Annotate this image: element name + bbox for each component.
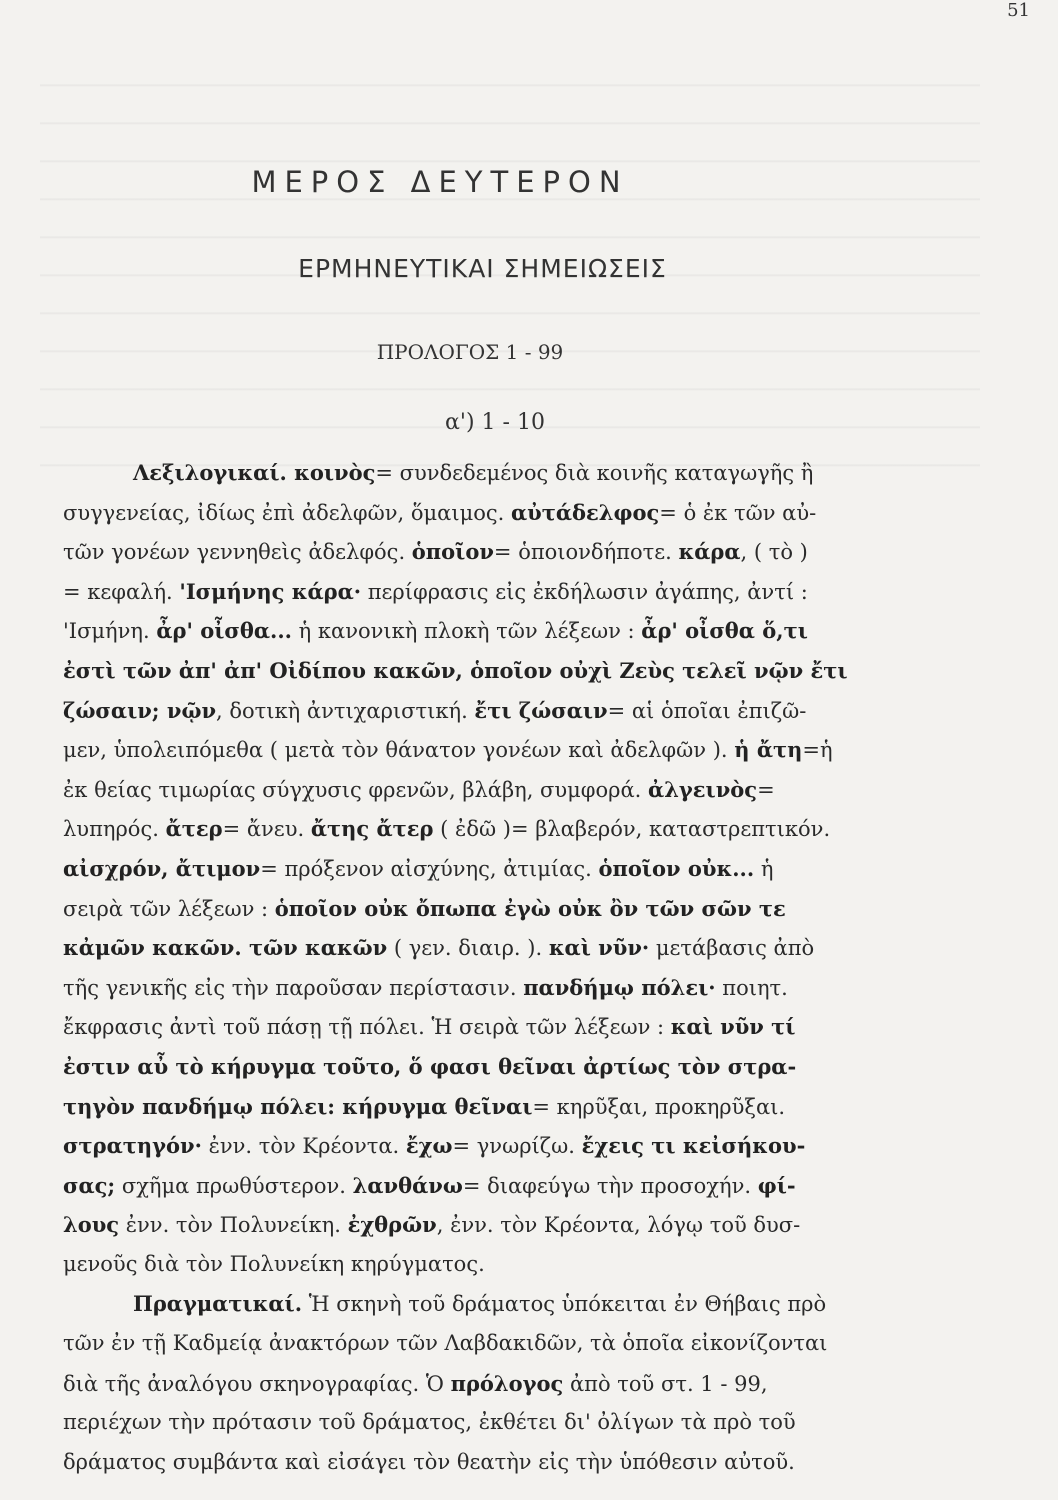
gloss-text: ἡ — [754, 856, 774, 881]
text-line — [63, 651, 943, 691]
headword: καὶ νῦν· — [548, 935, 650, 961]
headword: Λεξιλογικαί. κοινὸς — [133, 460, 376, 485]
gloss-text: μενοῦς διὰ τὸν Πολυνείκη κηρύγματος. — [63, 1251, 485, 1276]
gloss-text: ἡ κανονικὴ πλοκὴ τῶν λέξεων : — [291, 619, 642, 644]
text-line — [63, 770, 943, 810]
gloss-text: λυπηρός. — [63, 817, 166, 842]
text-line — [63, 1364, 943, 1404]
gloss-text: τῶν γονέων γεννηθεὶς ἀδελφός. — [63, 540, 412, 565]
text-line — [63, 889, 943, 929]
headword: ἔχω — [405, 1133, 453, 1159]
headword: καὶ νῦν τί — [670, 1014, 796, 1040]
gloss-text: = ἄνευ. — [222, 817, 311, 842]
headword: στρατηγόν· — [63, 1133, 202, 1159]
gloss-text: ἀπὸ τοῦ στ. 1 - 99, — [563, 1371, 768, 1396]
gloss-text: =ἡ — [802, 738, 833, 763]
headword: ὁποῖον — [411, 539, 494, 565]
text-line — [63, 928, 943, 968]
gloss-text: περίφρασις εἰς ἐκδήλωσιν ἀγάπης, ἀντί : — [361, 579, 808, 604]
commentary-body — [63, 453, 943, 1482]
text-line — [63, 1403, 943, 1443]
headword: λανθάνω — [352, 1172, 463, 1198]
gloss-text: = κεφαλή. — [63, 579, 180, 604]
text-line — [63, 1126, 943, 1166]
text-line — [63, 611, 943, 651]
text-line — [63, 1166, 943, 1206]
headword: ἐστὶ τῶν ἀπ' ἀπ' Οἰδίπου κακῶν, ὁποῖον οὐχὶ Ζεὺς τελεῖ νῷν ἔτι — [63, 657, 848, 683]
text-line — [63, 1443, 943, 1483]
gloss-text: ( γεν. διαιρ. ). — [387, 936, 549, 961]
headword: ἔτι ζώσαιν — [474, 697, 608, 723]
gloss-text: ( ἐδῶ )= βλαβερόν, καταστρεπτικόν. — [433, 817, 831, 842]
headword: ἐχθρῶν — [347, 1212, 437, 1238]
gloss-text: = — [757, 777, 775, 802]
gloss-text: μετάβασις ἀπὸ — [649, 936, 815, 961]
text-line — [63, 730, 943, 770]
headword: κάρα — [678, 539, 741, 565]
gloss-text: ποιητ. — [715, 975, 788, 1000]
gloss-text: = γνωρίζω. — [452, 1134, 582, 1159]
headword: αὐτάδελφος — [510, 499, 660, 525]
gloss-text: = κηρῦξαι, προκηρῦξαι. — [532, 1094, 786, 1119]
part-title: ΜΕΡΟΣ ΔΕΥΤΕΡΟΝ — [251, 165, 629, 199]
gloss-text: = συνδεδεμένος διὰ κοινῆς καταγωγῆς ἢ — [375, 461, 814, 485]
headword: ὁποῖον οὐκ ὄπωπα ἐγὼ οὐκ ὂν τῶν σῶν τε — [274, 895, 786, 921]
gloss-text: ἔκφρασις ἀντὶ τοῦ πάσῃ τῇ πόλει. Ἡ σειρὰ τῶν λέξεων : — [63, 1015, 671, 1040]
headword: ἔχεις τι κεἰσήκου- — [581, 1133, 806, 1159]
headword: ἐστιν αὖ τὸ κήρυγμα τοῦτο, ὅ φασι θεῖναι ἀρτίως τὸν στρα- — [63, 1053, 797, 1079]
gloss-text: ἐκ θείας τιμωρίας σύγχυσις φρενῶν, βλάβη, συμφορά. — [63, 777, 649, 802]
headword: πρόλογος — [450, 1370, 564, 1396]
gloss-text: , ἐνν. τὸν Κρέοντα, λόγῳ τοῦ δυσ- — [436, 1213, 801, 1238]
headword: ὁποῖον οὐκ... — [598, 855, 755, 881]
headword: ἆρ' οἶσθα... — [156, 618, 292, 644]
gloss-text: τῶν ἐν τῇ Καδμείᾳ ἀνακτόρων τῶν Λαβδακιδῶν, τὰ ὁποῖα εἰκονίζονται — [63, 1331, 828, 1356]
headword: λους — [63, 1212, 120, 1238]
gloss-text: = ὁποιονδήποτε. — [493, 540, 679, 565]
gloss-text: δράματος συμβάντα καὶ εἰσάγει τὸν θεατὴν εἰς τὴν ὑπόθεσιν αὐτοῦ. — [63, 1449, 795, 1474]
gloss-text: 'Ισμήνη. — [63, 619, 157, 644]
headword: αἰσχρόν, ἄτιμον — [63, 855, 261, 881]
headword: ἄτης ἄτερ — [310, 816, 434, 842]
gloss-text: σχῆμα πρωθύστερον. — [115, 1173, 353, 1198]
prologue-title: ΠΡΟΛΟΓΟΣ 1 - 99 — [376, 340, 564, 364]
section-title: α') 1 - 10 — [445, 410, 545, 435]
headword: τηγὸν πανδήμῳ πόλει: κήρυγμα θεῖναι — [63, 1093, 533, 1119]
gloss-text: , ( τὸ ) — [740, 540, 808, 565]
text-line — [63, 849, 943, 889]
gloss-text: σειρὰ τῶν λέξεων : — [63, 896, 275, 921]
text-line — [63, 968, 943, 1008]
gloss-text: τῆς γενικῆς εἰς τὴν παροῦσαν περίστασιν. — [63, 975, 524, 1000]
text-line — [63, 1324, 943, 1364]
gloss-text: = αἱ ὁποῖαι ἐπιζῶ- — [607, 698, 807, 723]
notes-title: ΕΡΜΗΝΕΥΤΙΚΑΙ ΣΗΜΕΙΩΣΕΙΣ — [298, 254, 667, 283]
headword: ἆρ' οἶσθα ὅ,τι — [641, 618, 808, 644]
text-line — [63, 453, 943, 493]
text-line — [63, 1284, 943, 1324]
text-line — [63, 493, 943, 533]
headword: ἀλγεινὸς — [648, 776, 758, 802]
gloss-text: Ἡ σκηνὴ τοῦ δράματος ὑπόκειται ἐν Θήβαις πρὸ — [302, 1292, 827, 1317]
headword: σας; — [63, 1172, 116, 1198]
headword: φί- — [757, 1172, 796, 1198]
text-line — [63, 1047, 943, 1087]
text-line — [63, 809, 943, 849]
headword: ἄτερ — [165, 816, 223, 842]
headword: ἡ ἄτη — [734, 737, 803, 763]
text-line — [63, 572, 943, 612]
text-line — [63, 1245, 943, 1285]
text-line — [63, 1205, 943, 1245]
text-line — [63, 1007, 943, 1047]
gloss-text: ἐνν. τὸν Κρέοντα. — [201, 1134, 406, 1159]
headword: πανδήμῳ πόλει· — [523, 974, 716, 1000]
gloss-text: = διαφεύγω τὴν προσοχήν. — [462, 1173, 758, 1198]
gloss-text: συγγενείας, ἰδίως ἐπὶ ἀδελφῶν, ὅμαιμος. — [63, 500, 511, 525]
headword: Πραγματικαί. — [133, 1291, 303, 1317]
gloss-text: = πρόξενον αἰσχύνης, ἀτιμίας. — [260, 856, 599, 881]
gloss-text: = ὁ ἐκ τῶν αὐ- — [659, 500, 817, 525]
text-line — [63, 691, 943, 731]
gloss-text: ἐνν. τὸν Πολυνείκη. — [119, 1213, 348, 1238]
headword: 'Ισμήνης κάρα· — [179, 578, 362, 604]
text-line — [63, 1087, 943, 1127]
gloss-text: μεν, ὑπολειπόμεθα ( μετὰ τὸν θάνατον γονέων καὶ ἀδελφῶν ). — [63, 738, 735, 763]
page-number: 51 — [1007, 0, 1030, 21]
gloss-text: , δοτικὴ ἀντιχαριστική. — [216, 698, 475, 723]
gloss-text: διὰ τῆς ἀναλόγου σκηνογραφίας. Ὁ — [63, 1371, 451, 1396]
headword: κἀμῶν κακῶν. τῶν κακῶν — [63, 935, 388, 961]
gloss-text: περιέχων τὴν πρότασιν τοῦ δράματος, ἐκθέτει δι' ὀλίγων τὰ πρὸ τοῦ — [63, 1410, 796, 1435]
headword: ζώσαιν; νῷν — [63, 697, 217, 723]
text-line — [63, 532, 943, 572]
